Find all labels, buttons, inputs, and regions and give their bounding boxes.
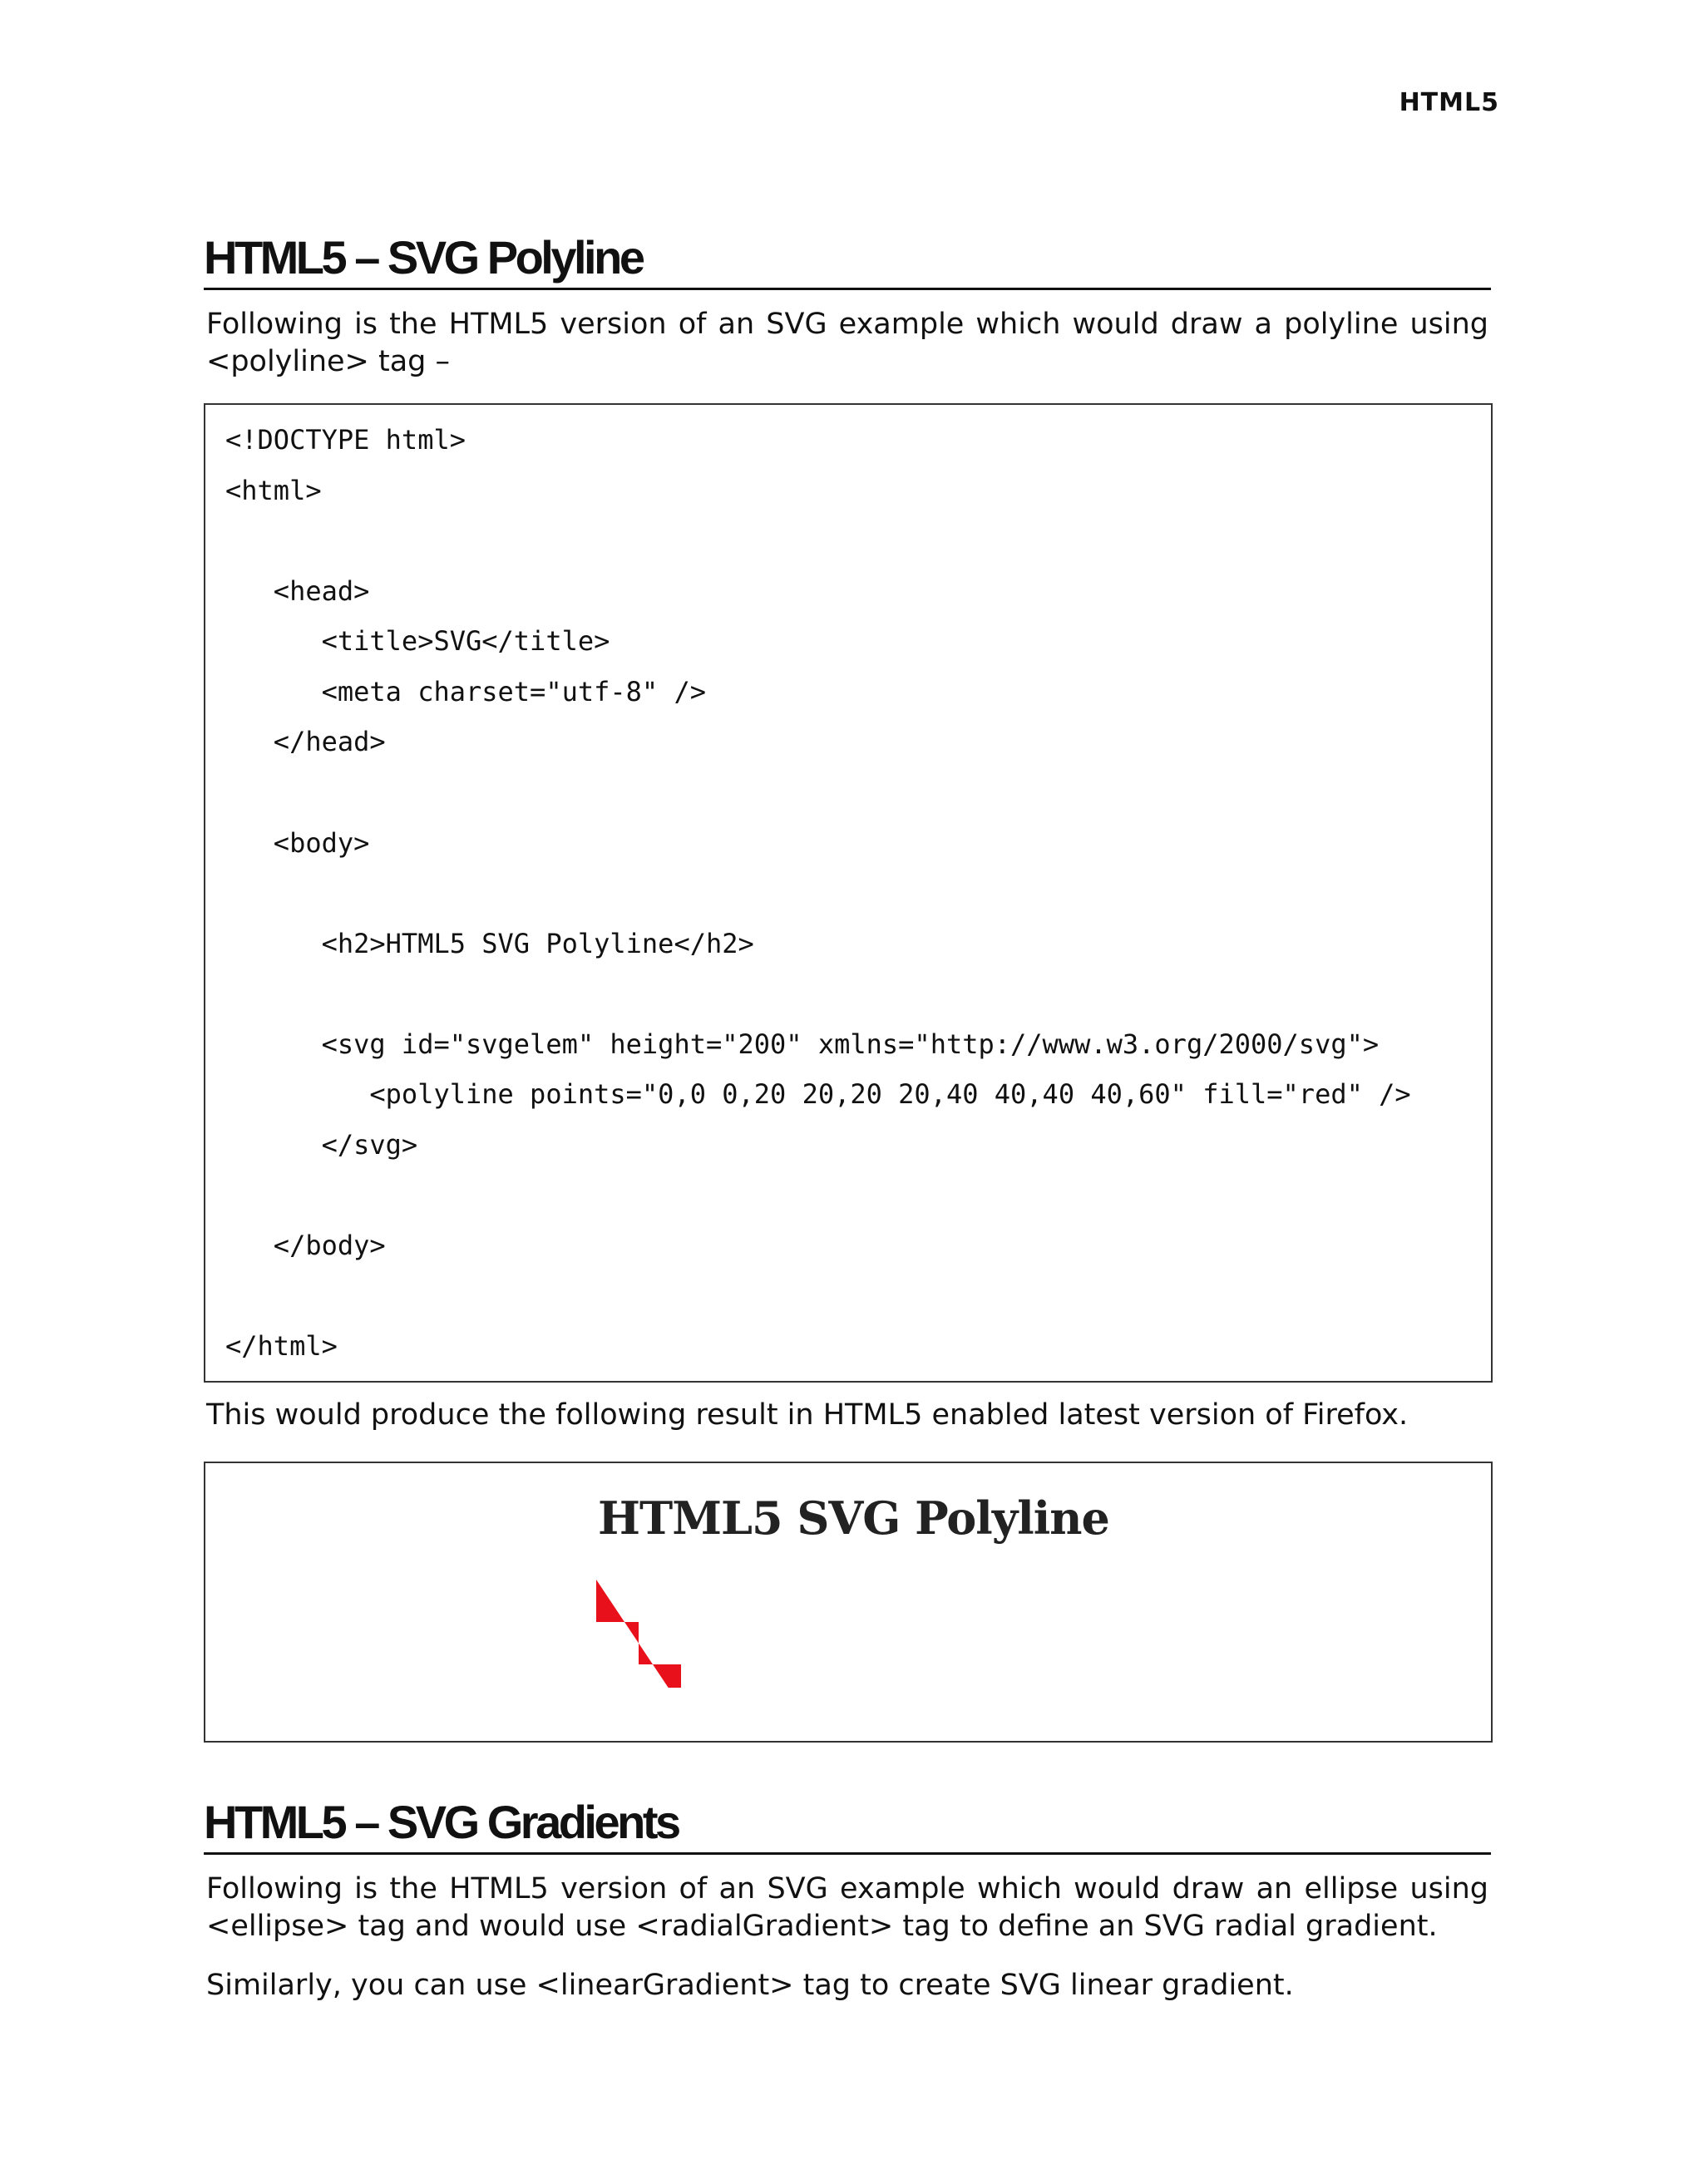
code-line: <head> xyxy=(225,575,370,607)
code-line: </body> xyxy=(225,1230,386,1261)
code-line: <h2>HTML5 SVG Polyline</h2> xyxy=(225,928,754,959)
code-line: <meta charset="utf-8" /> xyxy=(225,676,706,707)
section-heading-svg-polyline: HTML5 – SVG Polyline xyxy=(204,234,1491,290)
result-title: HTML5 SVG Polyline xyxy=(598,1491,1109,1545)
code-line: </html> xyxy=(225,1330,338,1362)
code-example-box xyxy=(204,403,1493,1383)
code-line: <polyline points="0,0 0,20 20,20 20,40 40,40 40,60" fill="red" /> xyxy=(225,1078,1411,1110)
red-polyline xyxy=(596,1580,681,1688)
running-header: HTML5 xyxy=(1399,88,1499,117)
code-line: </head> xyxy=(225,726,386,757)
section-heading-svg-gradients: HTML5 – SVG Gradients xyxy=(204,1799,1491,1855)
code-line: <!DOCTYPE html> xyxy=(225,424,466,456)
code-line: <title>SVG</title> xyxy=(225,625,610,657)
gradients-note-paragraph: Similarly, you can use <linearGradient> tag to create SVG linear gradient. xyxy=(206,1969,1294,2002)
rendered-result-box xyxy=(204,1462,1493,1743)
code-line: <svg id="svgelem" height="200" xmlns="http://www.w3.org/2000/svg"> xyxy=(225,1028,1380,1060)
result-caption: This would produce the following result in HTML5 enabled latest version of Firefox. xyxy=(206,1398,1409,1432)
polyline-output xyxy=(596,1580,704,1688)
code-line: </svg> xyxy=(225,1129,418,1161)
code-line: <body> xyxy=(225,827,370,859)
code-line: <html> xyxy=(225,475,322,506)
gradients-intro-paragraph: Following is the HTML5 version of an SVG example which would draw an ellipse using <ellipse> tag and would use <radialGradient> tag to define an SVG radial gradient. xyxy=(206,1872,1488,1943)
polyline-intro-paragraph: Following is the HTML5 version of an SVG example which would draw a polyline using <polyline> tag – xyxy=(206,308,1488,378)
